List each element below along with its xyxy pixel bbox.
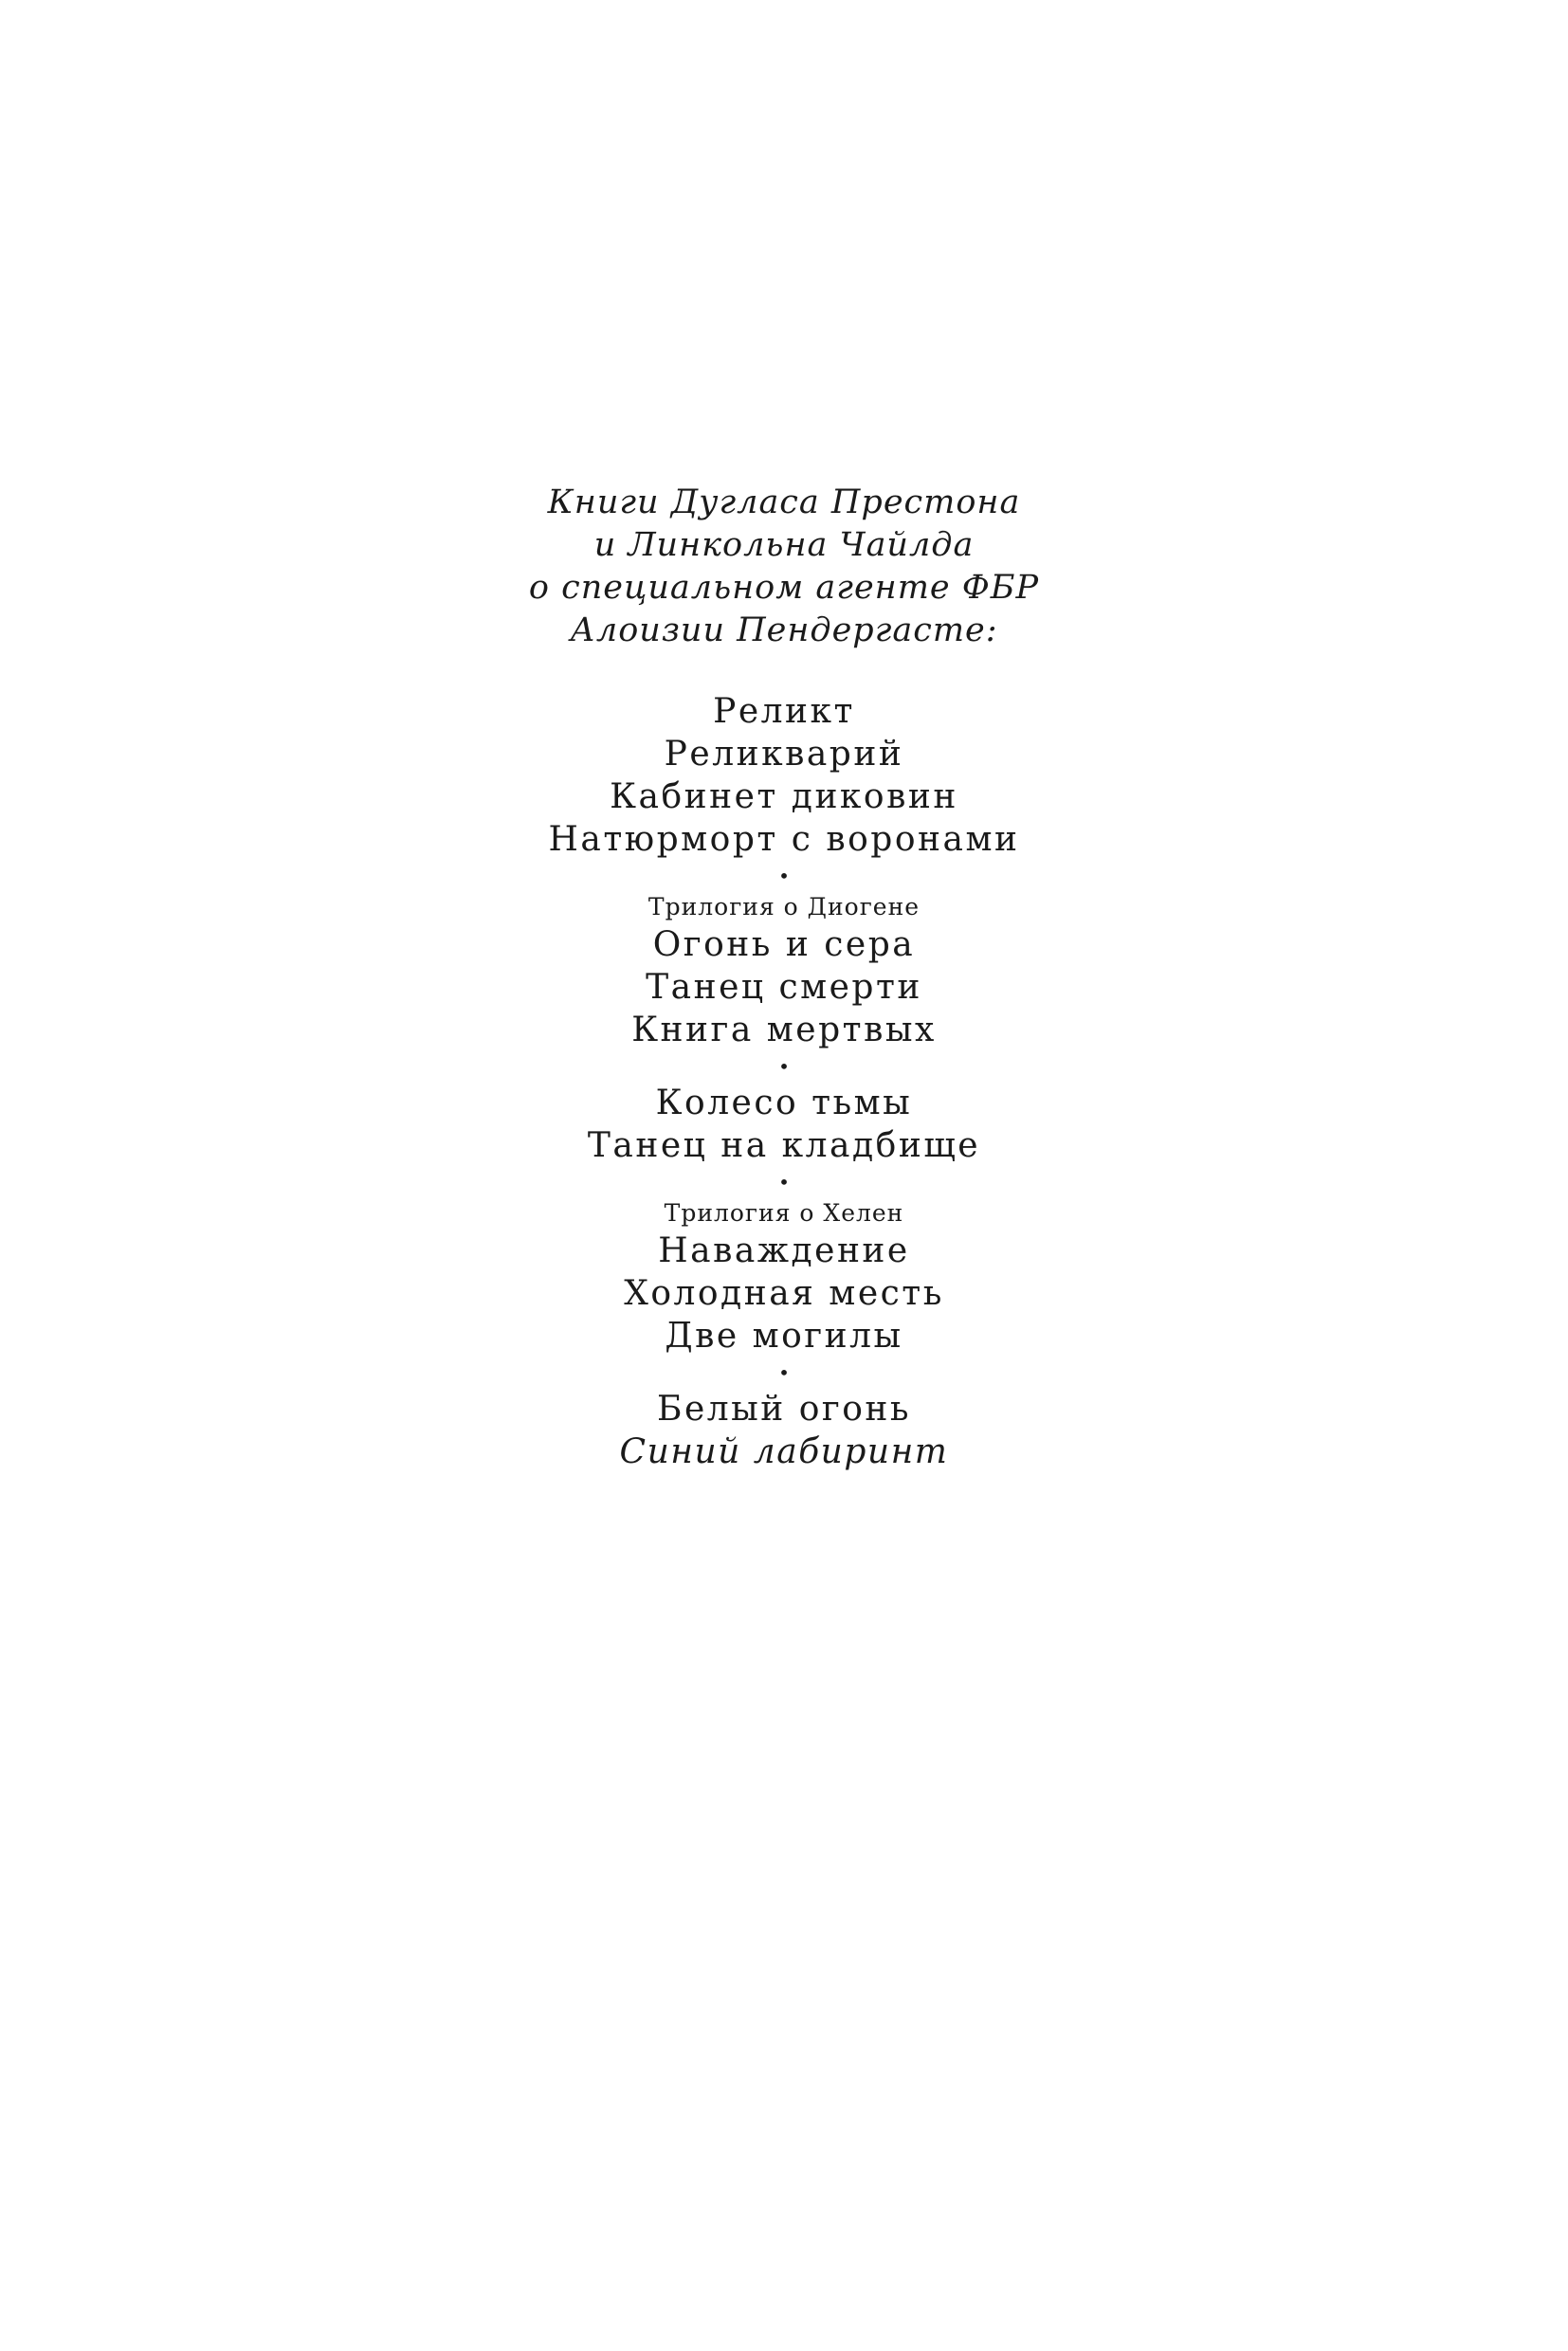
- book-group-diogenes: [0, 891, 1568, 1051]
- separator-bullet: •: [778, 1361, 790, 1384]
- book-group-1: [0, 690, 1568, 861]
- separator-bullet: •: [778, 865, 790, 887]
- book-title: Танец смерти: [646, 968, 922, 1007]
- book-title: Наваждение: [658, 1231, 910, 1270]
- heading-line: Книги Дугласа Престона: [547, 483, 1021, 521]
- heading-line: о специальном агенте ФБР: [528, 569, 1040, 607]
- separator-bullet: •: [778, 1055, 790, 1078]
- book-title-forthcoming: Синий лабиринт: [619, 1432, 949, 1471]
- book-title: Реликварий: [664, 735, 904, 774]
- series-title: Трилогия о Хелен: [664, 1199, 904, 1227]
- book-title: Кабинет диковин: [610, 777, 958, 816]
- book-group-3: [0, 1082, 1568, 1167]
- heading-line: и Линкольна Чайлда: [593, 526, 975, 564]
- book-title: Две могилы: [665, 1317, 903, 1356]
- book-title: Книга мертвых: [631, 1011, 937, 1049]
- heading: [0, 482, 1568, 652]
- book-title: Натюрморт с воронами: [548, 820, 1020, 859]
- series-title: Трилогия о Диогене: [647, 893, 921, 920]
- book-group-helen: [0, 1197, 1568, 1358]
- book-list-block: [0, 482, 1568, 1473]
- book-group-5: [0, 1388, 1568, 1473]
- separator-bullet: •: [778, 1171, 790, 1194]
- heading-line: Алоизии Пендергасте:: [570, 611, 998, 649]
- book-title: Белый огонь: [656, 1390, 912, 1429]
- book-title: Реликт: [713, 692, 855, 731]
- book-title: Колесо тьмы: [655, 1084, 913, 1122]
- book-title: Танец на кладбище: [587, 1126, 981, 1165]
- book-title: Холодная месть: [624, 1274, 944, 1313]
- book-title: Огонь и сера: [652, 925, 916, 964]
